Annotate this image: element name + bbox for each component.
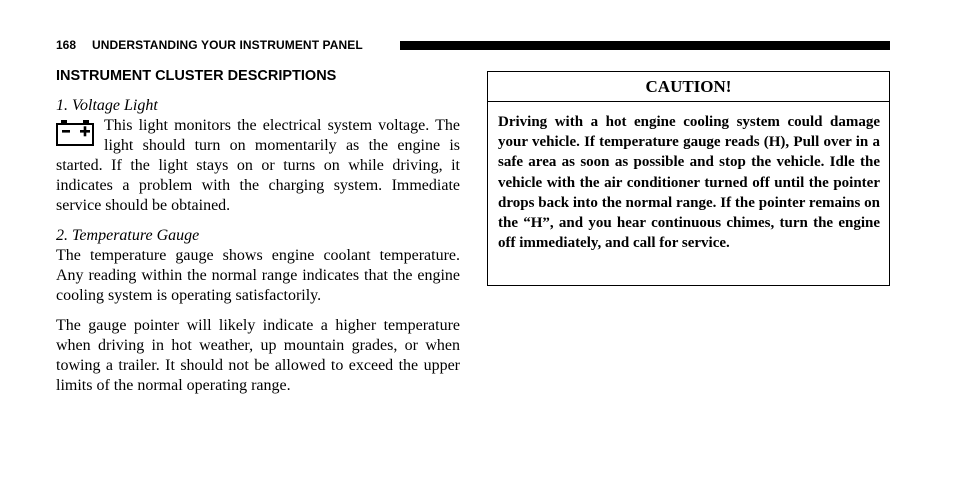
temperature-gauge-heading: 2. Temperature Gauge <box>56 227 200 244</box>
voltage-light-text: This light monitors the electrical system voltage. The light should turn on momentarily as the engine is started. If the light stays on or turns on while driving, it indicates a problem with the charging system. Immediate service should be obtained. <box>56 117 460 214</box>
caution-text: Driving with a hot engine cooling system could damage your vehicle. If temperature gauge reads (H), Pull over in a safe area as soon as possible and stop the vehicle. Idle the vehicle with the air conditioner turned off until the pointer drops back into the normal range. If the pointer remains on the “H”, and you hear continuous chimes, turn the engine off immediately, and call for service. <box>498 114 880 252</box>
temperature-gauge-paragraph-1: The temperature gauge shows engine coolant temperature. Any reading within the normal range indicates that the engine cooling system is operating satisfactorily. <box>56 247 460 304</box>
caution-title: CAUTION! <box>488 72 889 102</box>
temperature-gauge-paragraph-2: The gauge pointer will likely indicate a higher temperature when driving in hot weather, up mountain grades, or when towing a trailer. It should not be allowed to exceed the upper limits of the normal operating range. <box>56 317 460 394</box>
section-title: INSTRUMENT CLUSTER DESCRIPTIONS <box>56 68 337 84</box>
running-title: UNDERSTANDING YOUR INSTRUMENT PANEL <box>92 38 363 52</box>
battery-icon <box>56 120 94 146</box>
header-rule <box>400 41 890 50</box>
page-header <box>56 38 890 52</box>
voltage-light-heading: 1. Voltage Light <box>56 97 158 114</box>
left-column <box>56 66 460 396</box>
voltage-light-block <box>56 116 460 216</box>
caution-box <box>487 71 890 286</box>
page-number: 168 <box>56 38 77 52</box>
